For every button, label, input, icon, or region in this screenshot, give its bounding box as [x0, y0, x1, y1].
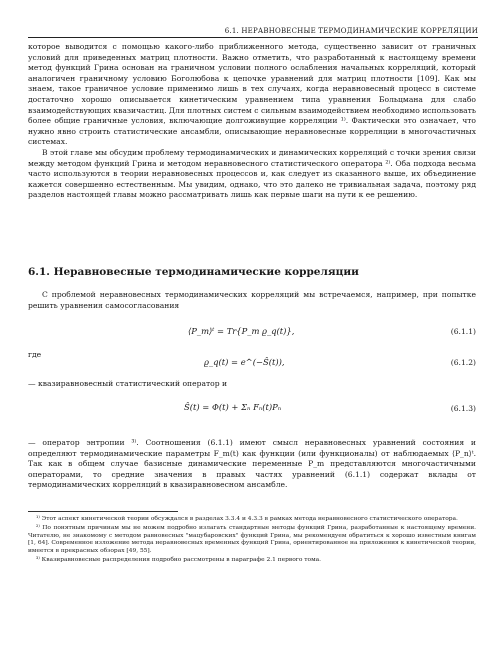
equation-6-1-1: ⟨P_m⟩ᵗ = Tr{P_m ϱ_q(t)}, [188, 326, 295, 336]
equation-6-1-3: Ŝ(t) = Φ(t) + Σₙ Fₙ(t)Pₙ [184, 402, 282, 412]
footnote-rule [28, 511, 178, 512]
footnote-2: ²⁾ По понятным причинам мы не можем подробно излагать стандартные методы функций Грина, разработанные к настоящему времени. Читателю, не знакомому с методом равновесных "мацубаровских" функций Грина, мы рекомендуем обратиться к хорошо известным книгам [1, 64]. Современное изложение метода неравновесных временных функций Грина, ориентированное на приложения к кинетической теории, имеется в прекрасных обзорах [49, 55]. [28, 525, 476, 554]
intro-paragraph-1: которое выводится с помощью какого-либо приближенного метода, существенно зависит от граничных условий для приведенных матриц плотности. Важно отметить, что разработанный к настоящему времени метод функций Грина основан на граничном условии полного ослабления начальных корреляций, который аналогичен граничному условию Боголюбова к цепочке уравнений для матриц плотности [109]. Как мы знаем, такое граничное условие применимо лишь в тех случаях, когда неравновесный процесс в системе достаточно хорошо описывается кинетическим уравнением типа уравнения Больцмана для слабо взаимодействующих квазичастиц. Для плотных систем с сильным взаимодействием необходимо использовать более общие граничные условия, включающие долгоживущие корреляции ¹⁾. Фактически это означает, что нужно явно строить статистические ансамбли, описывающие неравновесные корреляции в многочастичных системах. [28, 42, 476, 147]
equation-6-1-2: ϱ_q(t) = e^(−Ŝ(t)), [204, 357, 285, 367]
intro-text [28, 42, 476, 201]
equation-number-6-1-3: (6.1.3) [450, 404, 476, 413]
running-head: 6.1. НЕРАВНОВЕСНЫЕ ТЕРМОДИНАМИЧЕСКИЕ КОРРЕЛЯЦИИ [28, 27, 478, 38]
footnote-1: ¹⁾ Этот аспект кинетической теории обсуждался в разделах 3.3.4 и 4.3.3 в рамках метода неравновесного статистического оператора. [36, 516, 458, 522]
footnote-3: ³⁾ Квазиравновесные распределения подробно рассмотрены в параграфе 2.1 первого тома. [36, 556, 322, 563]
section-paragraph: С проблемой неравновесных термодинамических корреляций мы встречаемся, например, при попытке решить уравнения самосогласования [28, 290, 476, 310]
connecting-text: — квазиравновесный статистический оператор и [28, 379, 228, 388]
footnotes [28, 516, 476, 566]
section-heading: 6.1. Неравновесные термодинамические корреляции [28, 266, 359, 278]
section-text [28, 290, 476, 311]
equation-number-6-1-1: (6.1.1) [450, 327, 476, 336]
equation-number-6-1-2: (6.1.2) [450, 358, 476, 367]
intro-paragraph-2: В этой главе мы обсудим проблему термодинамических и динамических корреляций с точки зрения связи между методом функций Грина и методом неравновесного статистического оператора ²⁾. Оба подхода весьма часто используются в теории неравновесных процессов и, как следует из сказанного выше, их объединение кажется совершенно естественным. Мы увидим, однако, что это далеко не тривиальная задача, поэтому ряд разделов настоящей главы можно рассматривать лишь как первые шаги на пути к ее решению. [28, 147, 476, 200]
closing-text [28, 438, 476, 491]
where-label: где [28, 350, 42, 359]
closing-paragraph: — оператор энтропии ³⁾. Соотношения (6.1.1) имеют смысл неравновесных уравнений состояния и определяют термодинамические параметры F_m(t) как функции (или функционалы) от наблюдаемых ⟨P_n⟩ᵗ. Так как в общем случае базисные динамические переменные P_m представляются многочастичными операторами, то средние значения в правых частях уравнений (6.1.1) содержат вклады от термодинамических корреляций в квазиравновесном ансамбле. [28, 438, 476, 490]
